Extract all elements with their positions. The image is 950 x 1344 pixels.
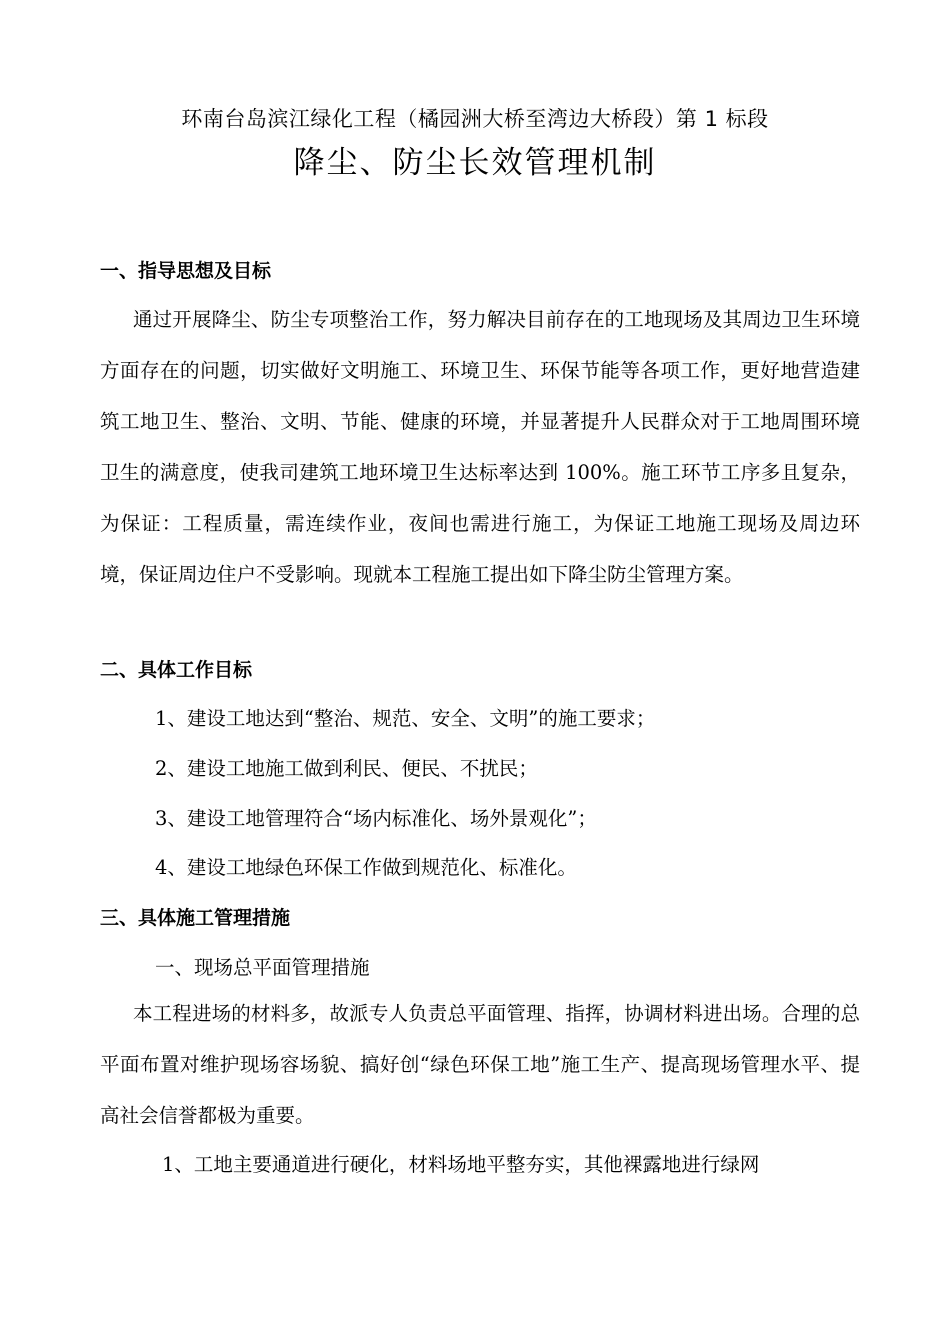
goal-item-3: 3、建设工地管理符合“场内标准化、场外景观化”； <box>155 807 597 830</box>
section-3-subheading: 一、现场总平面管理措施 <box>155 956 370 979</box>
document-title: 降尘、防尘长效管理机制 <box>293 145 657 181</box>
section-1-paragraph: 通过开展降尘、防尘专项整治工作，努力解决目前存在的工地现场及其周边卫生环境方面存在的问题，切实做好文明施工、环境卫生、环保节能等各项工作，更好地营造建筑工地卫生、整治、文明、节能、健康的环境，并显著提升人民群众对于工地周围环境卫生的满意度，使我司建筑工地环境卫生达标率达到 100%。施工环节工序多且复杂，为保证：工程质量，需连续作业，夜间也需进行施工，为保证工地施工现场及周边环境，保证周边住户不受影响。现就本工程施工提出如下降尘防尘管理方案。 <box>100 308 860 586</box>
goal-item-2: 2、建设工地施工做到利民、便民、不扰民； <box>155 757 538 780</box>
section-heading-3: 三、具体施工管理措施 <box>100 907 291 929</box>
section-heading-2: 二、具体工作目标 <box>100 659 253 681</box>
section-3-item-1: 1、工地主要通道进行硬化，材料场地平整夯实，其他裸露地进行绿网 <box>162 1153 760 1176</box>
section-3-paragraph: 本工程进场的材料多，故派专人负责总平面管理、指挥，协调材料进出场。合理的总平面布置对维护现场容场貌、搞好创“绿色环保工地”施工生产、提高现场管理水平、提高社会信誉都极为重要。 <box>100 1002 860 1127</box>
goal-item-4: 4、建设工地绿色环保工作做到规范化、标准化。 <box>155 856 577 879</box>
section-heading-1: 一、指导思想及目标 <box>100 260 272 282</box>
document-subtitle: 环南台岛滨江绿化工程（橘园洲大桥至湾边大桥段）第 1 标段 <box>181 107 769 131</box>
goal-item-1: 1、建设工地达到“整治、规范、安全、文明”的施工要求； <box>155 707 656 730</box>
